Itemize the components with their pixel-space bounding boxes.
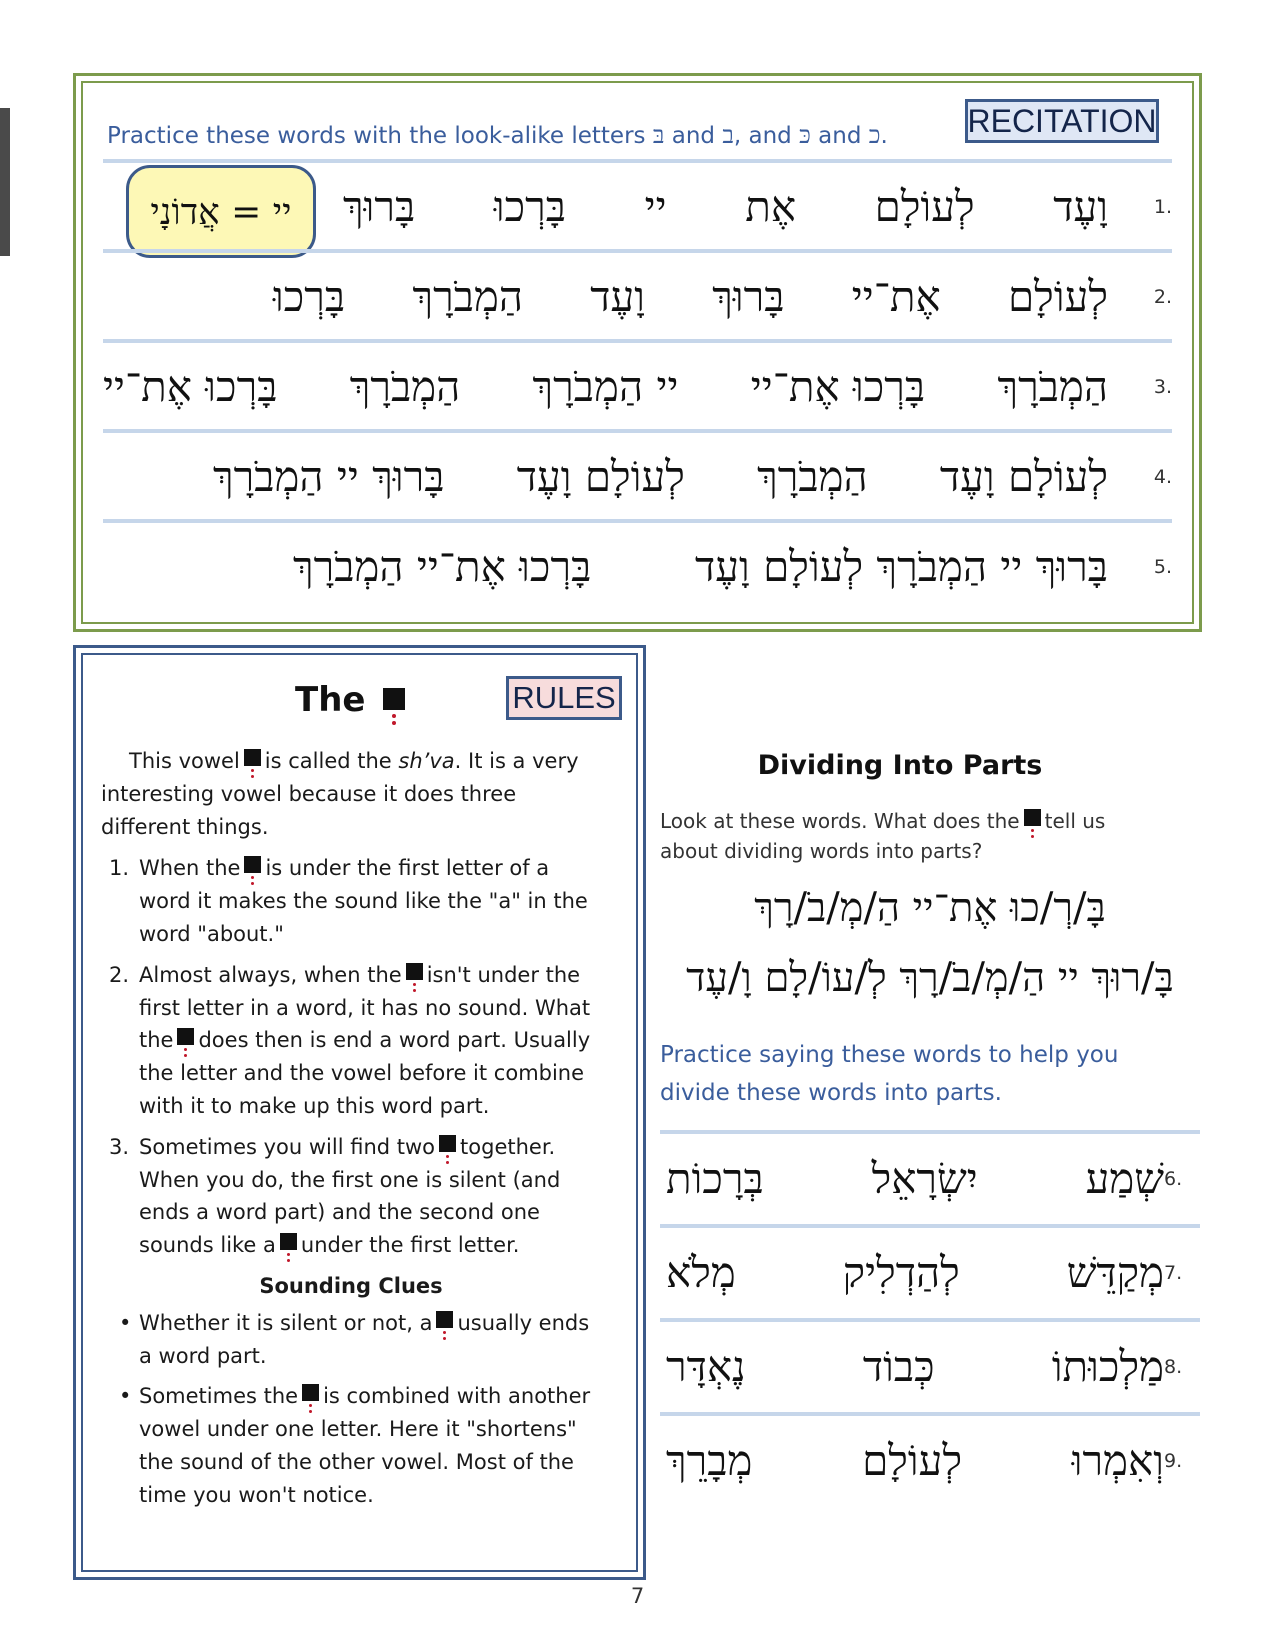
recitation-box [73,73,1202,632]
rules-body [101,745,601,1520]
text: under the first letter. [300,1233,520,1258]
hebrew-word: הַמְבֹרָךְ [757,452,868,501]
shva-icon [244,749,261,769]
rules-tag: RULES [506,676,622,720]
hebrew-word: בְּרָכוֹת [666,1154,764,1203]
shva-icon [436,1311,453,1331]
recitation-row-4 [213,433,1172,521]
hebrew-word: נֶאְדָּר [666,1342,746,1391]
hebrew-word: מְלֹא [666,1248,736,1297]
page-number: 7 [630,1584,645,1608]
practice-row-7 [660,1228,1200,1318]
hebrew-word: מְבָרֵךְ [666,1436,753,1485]
hebrew-word: וְאִמְרוּ [1071,1436,1164,1485]
hebrew-word: מַלְכוּתוֹ [1051,1342,1164,1391]
practice-row-8 [660,1322,1200,1412]
shva-icon [406,963,423,983]
clue-item [101,1380,601,1511]
practice-row-9 [660,1416,1200,1506]
row-number: 2. [1153,286,1172,308]
text: isn't under the first letter in a word, it has no sound. What the [139,962,591,1053]
hebrew-word: בָּרְכוּ אֶת־יי [750,362,926,411]
hebrew-word: שְׁמַע [1085,1154,1164,1203]
rule-number: 1. [109,856,130,881]
text: Look at these words. What does the [660,809,1020,833]
practice-row-6 [660,1134,1200,1224]
hebrew-word: בָּרְכוּ אֶת־יי [103,362,278,411]
recitation-row-2 [273,253,1172,341]
instruction-period: . [880,123,888,149]
letter-bet-dagesh: בּ [652,121,665,149]
instruction-and: and [671,123,715,149]
text: Whether it is silent or not, a [139,1310,433,1335]
hebrew-word: לְעוֹלָם [862,1436,963,1485]
bullet-icon: • [119,1384,132,1409]
hebrew-word: כְּבוֹד [862,1342,935,1391]
hebrew-word: אֶת [745,182,797,231]
shva-icon [1024,809,1041,829]
instruction-text: Practice these words with the look-alike letters [107,123,646,149]
row-number: 8. [1164,1356,1183,1378]
rules-inner-frame [81,653,638,1572]
hebrew-word: יי [644,182,667,231]
text: is called the [264,749,392,773]
text: When the [139,856,241,881]
recitation-row-3 [103,343,1172,431]
text: Sometimes you will find two [139,1134,436,1159]
clues-list [101,1307,601,1512]
sounding-clues-heading: Sounding Clues [259,1273,443,1298]
dividing-title: Dividing Into Parts [757,750,1043,781]
hebrew-word: יִשְׂרָאֵל [871,1154,978,1203]
hebrew-word: וָעֶד [1053,182,1108,231]
hebrew-word: בָּרְכוּ אֶת־יי הַמְבֹרָךְ [293,542,592,591]
hebrew-word: לְעוֹלָם [874,182,975,231]
hebrew-word: מְקַדֵּשׁ [1066,1248,1164,1297]
text: This vowel [129,749,240,773]
row-number: 7. [1164,1262,1183,1284]
rules-intro [101,745,601,843]
hebrew-word: הַמְבֹרָךְ [412,272,524,321]
rule-number: 3. [109,1134,130,1159]
hebrew-word: הַמְבֹרָךְ [349,362,461,411]
page-edge-tab [0,108,10,256]
hebrew-word: וָעֶד [590,272,645,321]
hebrew-word: לְהַדְלִיק [842,1248,960,1297]
shva-term: sh’va [398,749,455,773]
recitation-row-1 [343,163,1172,251]
hebrew-word: אֶת־יי [851,272,941,321]
rules-heading [295,680,409,720]
text: together. When you do, the first one is silent (and ends a word part) and the second one sounds like a [139,1134,561,1258]
recitation-instruction [107,121,967,150]
text: . It is a very interesting vowel because it does three different things. [101,749,579,839]
hebrew-word: בָּרוּךְ [712,272,785,321]
text: tell us about dividing words into parts? [660,809,1106,863]
text: Sometimes the [139,1384,299,1409]
hebrew-word: בָּרוּךְ יי הַמְבֹרָךְ לְעוֹלָם וָעֶד [695,542,1108,591]
hebrew-word: בָּרוּךְ [343,182,416,231]
bullet-icon: • [119,1310,132,1335]
shva-icon [280,1233,297,1253]
shva-icon [302,1384,319,1404]
hebrew-word: לְעוֹלָם וָעֶד [939,452,1108,501]
adonai-hint: יי = אֲדוֹנָי [126,165,316,258]
letter-kaf-dagesh: כּ [799,121,811,149]
shva-icon [439,1135,456,1155]
hebrew-word: בָּרְכוּ [493,182,567,231]
row-number: 1. [1153,196,1172,218]
recitation-inner-frame [81,81,1194,624]
text: is under the first letter of a word it makes the sound like the "a" in the word "about." [139,856,588,946]
instruction-and: and [818,123,862,149]
rules-heading-text: The [295,680,366,720]
clue-item [101,1307,601,1373]
shva-icon [383,688,405,712]
rules-box [73,645,646,1580]
rule-item [101,1131,601,1262]
recitation-row-5 [293,523,1172,611]
rule-number: 2. [109,962,130,987]
hebrew-word: בָּרְכוּ [273,272,346,321]
text: is combined with another vowel under one letter. Here it "shortens" the sound of the other vowel. Most of the time you won't notice. [139,1384,591,1507]
row-number: 4. [1153,466,1172,488]
text: does then is end a word part. Usually the letter and the vowel before it combine with it to make up this word part. [139,1028,591,1118]
rule-item [101,959,601,1123]
letter-khaf: כ [868,121,881,149]
letter-vet: ב [722,121,734,149]
hebrew-word: בָּרוּךְ יי הַמְבֹרָךְ [213,452,445,501]
text: usually ends a word part. [139,1310,590,1368]
row-number: 3. [1153,376,1172,398]
rule-item [101,852,601,950]
shva-icon [244,856,261,876]
dividing-practice-instruction: Practice saying these words to help you divide these words into parts. [660,1042,1119,1106]
text: Almost always, when the [139,962,402,987]
hebrew-word: הַמְבֹרָךְ [997,362,1108,411]
instruction-and: , and [733,123,792,149]
shva-icon [177,1028,194,1048]
divided-line-1: בָּ/רְ/כוּ אֶת־יי הַ/מְ/בֹ/רָךְ [754,885,1106,931]
hebrew-word: יי הַמְבֹרָךְ [532,362,679,411]
dividing-question [660,806,1160,866]
recitation-title: RECITATION [965,99,1159,143]
rules-list [101,852,601,1262]
row-number: 5. [1153,556,1172,578]
row-number: 9. [1164,1450,1183,1472]
divided-line-2: בָּ/רוּךְ יי הַ/מְ/בֹ/רָךְ לְ/עוֹ/לָם וָ/עֶד [686,955,1174,1001]
row-number: 6. [1164,1168,1183,1190]
hebrew-word: לְעוֹלָם וָעֶד [516,452,685,501]
hebrew-word: לְעוֹלָם [1007,272,1108,321]
